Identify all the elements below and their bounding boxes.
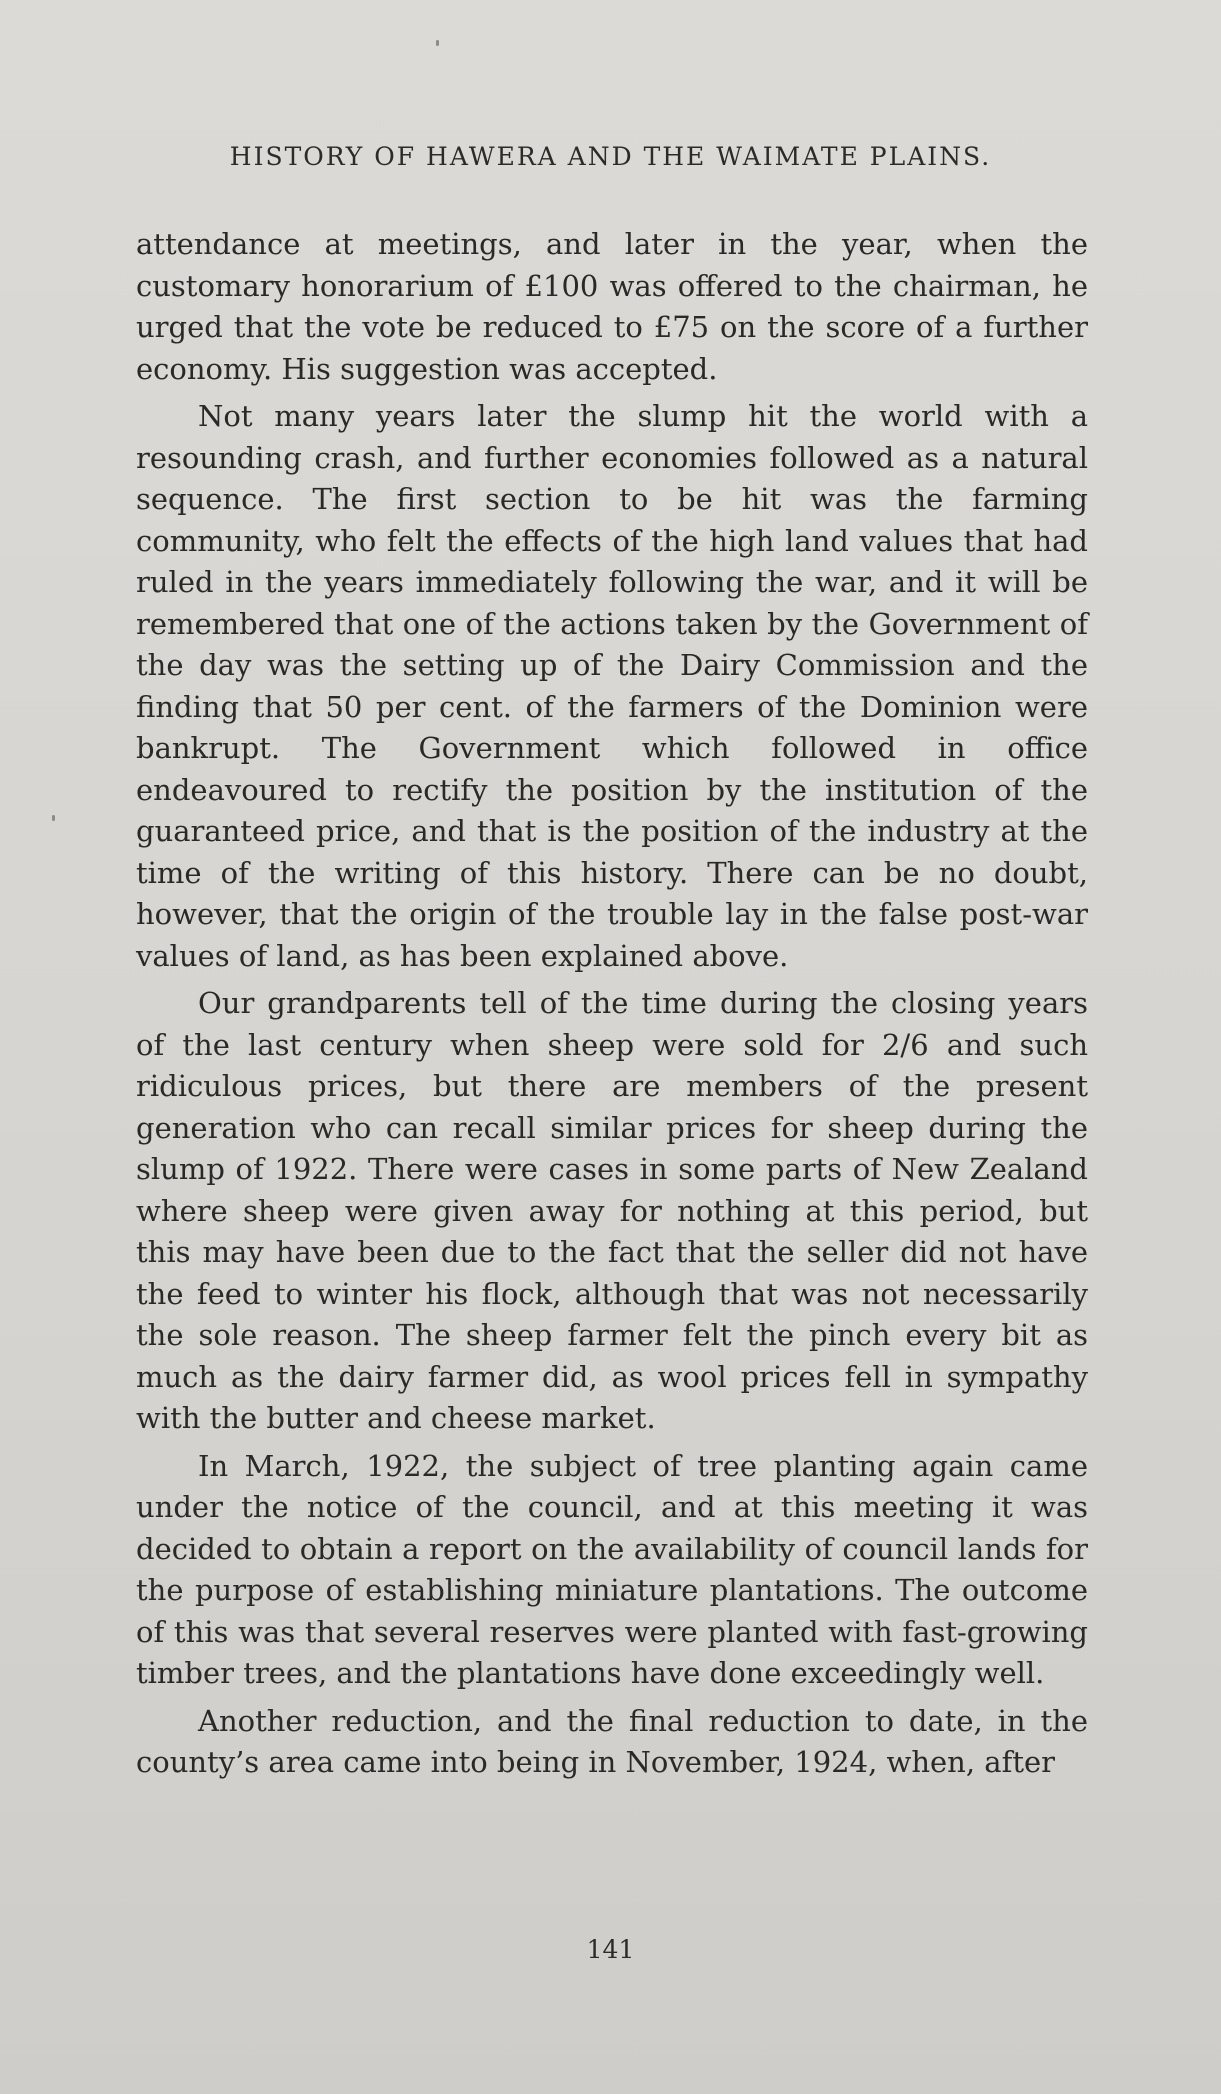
paragraph: Our grandparents tell of the time during the closing years of the last century when sheep were sold for 2/6 and such ridiculous prices, but there are members of the present generation who can recall similar prices for sheep during the slump of 1922. There were cases in some parts of New Zealand where sheep were given away for nothing at this period, but this may have been due to the fact that the seller did not have the feed to winter his flock, although that was not necessarily the sole reason. The sheep farmer felt the pinch every bit as much as the dairy farmer did, as wool prices fell in sympathy with the butter and cheese market.	[136, 986, 1088, 1435]
paragraph: Another reduction, and the final reduction to date, in the county’s area came into being in November, 1924, when, after	[136, 1703, 1088, 1779]
paragraph: In March, 1922, the subject of tree planting again came under the notice of the council, and at this meeting it was decided to obtain a report on the availability of council lands for the purpose of establishing miniature plantations. The outcome of this was that several reserves were planted with fast-growing timber trees, and the plantations have done exceedingly well.	[136, 1448, 1088, 1690]
ink-speck	[436, 40, 439, 46]
page-number: 141	[586, 1935, 635, 1964]
body-text	[136, 224, 1088, 1790]
running-head: HISTORY OF HAWERA AND THE WAIMATE PLAINS.	[229, 142, 992, 171]
paragraph: Not many years later the slump hit the world with a resounding crash, and further economies followed as a natural sequence. The first section to be hit was the farming community, who felt the effects of the high land values that had ruled in the years immediately following the war, and it will be remembered that one of the actions taken by the Government of the day was the setting up of the Dairy Commission and the finding that 50 per cent. of the farmers of the Dominion were bankrupt. The Government which followed in office endeavoured to rectify the position by the institution of the guaranteed price, and that is the position of the industry at the time of the writing of this history. There can be no doubt, however, that the origin of the trouble lay in the false post-war values of land, as has been explained above.	[136, 399, 1088, 973]
ink-speck	[52, 815, 55, 821]
paragraph: attendance at meetings, and later in the year, when the customary honorarium of £100 was offered to the chairman, he urged that the vote be reduced to £75 on the score of a further economy. His suggestion was accepted.	[136, 227, 1088, 386]
